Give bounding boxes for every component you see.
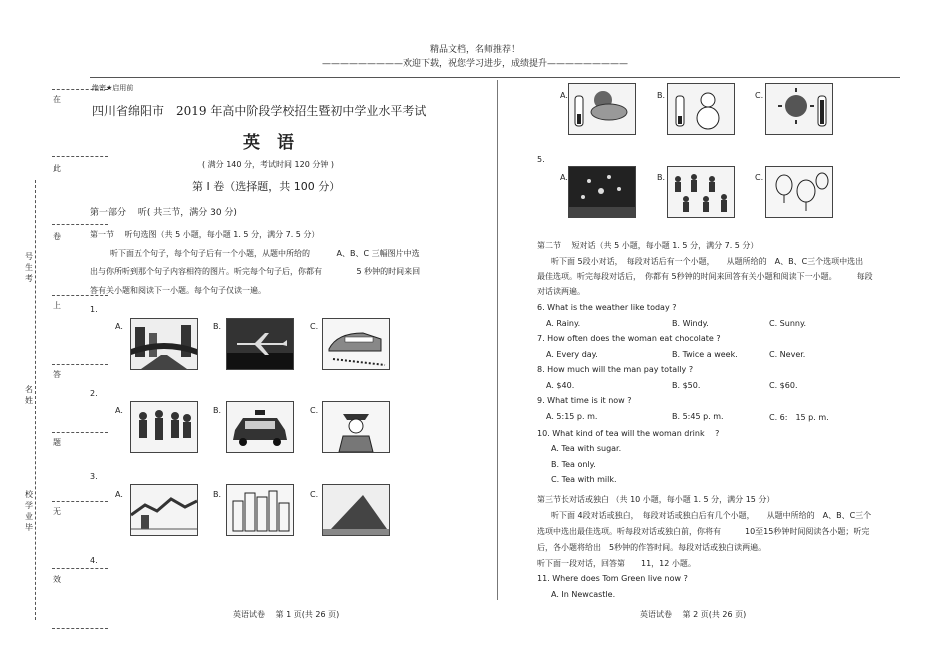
header-rule <box>90 77 900 78</box>
field-char: 生 <box>25 263 33 272</box>
answer-option[interactable]: A. 5:15 p. m. <box>546 412 598 421</box>
picture-fireworks[interactable] <box>568 166 636 218</box>
margin-word: 此 <box>53 164 61 173</box>
option-label: C. <box>755 91 764 100</box>
option-label: A. <box>560 173 568 182</box>
section-3-head: 第三节长对话或独白 （共 10 小题，每小题 1. 5 分，满分 15 分） <box>537 495 775 504</box>
banner-line-1: 精品文档，名师推荐！ <box>429 45 520 55</box>
binding-line <box>35 180 37 620</box>
section-2-instr: 听下面 5段小对话， 每段对话后有一个小题， 从题所给的 A、B、C三个选项中选出 <box>551 257 864 266</box>
section-3-instr: 选项中选出最佳选项。听每段对话或独白前，你将有 10至15秒钟时间阅读各小题；听完 <box>537 527 870 536</box>
option-label: A. <box>115 322 123 331</box>
page-footer: 英语试卷 第 1 页(共 26 页) <box>233 610 340 619</box>
option-label: B. <box>657 91 666 100</box>
question-text: 11. Where does Tom Green live now ? <box>537 574 688 583</box>
question-number: 1. <box>90 305 98 314</box>
margin-rule <box>52 501 108 502</box>
answer-option[interactable]: A. Rainy. <box>546 319 581 328</box>
answer-option[interactable]: B. Twice a week. <box>672 350 738 359</box>
margin-rule <box>52 224 108 225</box>
field-char: 名 <box>25 385 33 394</box>
picture-city-overpass[interactable] <box>130 318 198 370</box>
option-label: A. <box>115 490 123 499</box>
picture-lanterns[interactable] <box>765 166 833 218</box>
question-text: 9. What time is it now ? <box>537 396 632 405</box>
option-label: B. <box>213 406 222 415</box>
picture-people-group[interactable] <box>130 401 198 453</box>
picture-snowman[interactable] <box>667 83 735 135</box>
field-char: 姓 <box>25 396 33 405</box>
answer-option[interactable]: B. Windy. <box>672 319 709 328</box>
answer-option[interactable]: C. Sunny. <box>769 319 807 328</box>
answer-option[interactable]: C. 6: 15 p. m. <box>769 413 829 422</box>
answer-option[interactable]: A. $40. <box>546 381 575 390</box>
field-char: 业 <box>25 512 33 521</box>
question-number: 2. <box>90 389 98 398</box>
answer-option[interactable]: A. In Newcastle. <box>551 590 616 599</box>
question-text: 6. What is the weather like today ? <box>537 303 677 312</box>
option-label: B. <box>213 322 222 331</box>
volume-title: 第 I 卷（选择题，共 100 分） <box>192 180 341 193</box>
margin-rule <box>52 628 108 629</box>
margin-word: 上 <box>53 301 61 310</box>
answer-option[interactable]: A. Tea with sugar. <box>551 444 622 453</box>
picture-great-wall[interactable] <box>130 484 198 536</box>
margin-word: 题 <box>53 438 61 447</box>
margin-rule <box>52 432 108 433</box>
answer-option[interactable]: A. Every day. <box>546 350 598 359</box>
section-1-instr: 出与你所听到那个句子内容相符的图片。听完每个句子后，你都有 5 秒钟的时间来回 <box>90 267 421 276</box>
picture-taxi[interactable] <box>226 401 294 453</box>
picture-sunny-hot-weather[interactable] <box>765 83 833 135</box>
option-label: B. <box>213 490 222 499</box>
question-text: 8. How much will the man pay totally ? <box>537 365 694 374</box>
answer-option[interactable]: C. Tea with milk. <box>551 475 617 484</box>
question-number: 4. <box>90 556 98 565</box>
margin-rule <box>52 156 108 157</box>
option-label: A. <box>115 406 123 415</box>
option-label: A. <box>560 91 568 100</box>
field-char: 毕 <box>25 523 33 532</box>
option-label: B. <box>657 173 666 182</box>
margin-word: 答 <box>53 370 61 379</box>
section-1-instr: 听下面五个句子，每个句子后有一个小题，从题中所给的 A、B、C 三幅图片中选 <box>110 249 420 258</box>
answer-option[interactable]: B. Tea only. <box>551 460 596 469</box>
exam-title: 四川省绵阳市 2019 年高中阶段学校招生暨初中学业水平考试 <box>92 104 427 118</box>
option-label: C. <box>310 490 319 499</box>
option-label: C. <box>755 173 764 182</box>
question-text: 10. What kind of tea will the woman drink ? <box>537 429 720 438</box>
banner-line-2: —————————欢迎下载，祝您学习进步，成绩提升————————— <box>321 59 628 69</box>
section-3-instr: 听下面一段对话，回答第 11，12 小题。 <box>537 559 696 568</box>
section-2-head: 第二节 短对话（共 5 小题，每小题 1. 5 分，满分 7. 5 分） <box>537 241 759 250</box>
picture-airplane[interactable] <box>226 318 294 370</box>
part-1-title: 第一部分 听( 共三节，满分 30 分) <box>90 208 237 218</box>
section-2-instr: 最佳选项。听完每段对话后， 你都有 5秒钟的时间来回答有关小题和阅读下一小题。 每段 <box>537 272 873 281</box>
margin-word: 无 <box>53 507 61 516</box>
answer-option[interactable]: C. $60. <box>769 381 798 390</box>
score-time: ( 满分 140 分，考试时间 120 分钟 ) <box>202 160 335 169</box>
question-number: 3. <box>90 472 98 481</box>
margin-rule <box>52 364 108 365</box>
page-footer: 英语试卷 第 2 页(共 26 页) <box>640 610 747 619</box>
question-number: 5. <box>537 155 545 164</box>
page-divider <box>497 80 498 600</box>
question-text: 7. How often does the woman eat chocolate ? <box>537 334 721 343</box>
answer-option[interactable]: B. $50. <box>672 381 701 390</box>
section-2-instr: 对话读两遍。 <box>537 287 585 296</box>
section-1-head: 第一节 听句选图（共 5 小题，每小题 1. 5 分，满分 7. 5 分） <box>90 230 320 239</box>
picture-party-people[interactable] <box>667 166 735 218</box>
option-label: C. <box>310 406 319 415</box>
field-char: 号 <box>25 252 33 261</box>
secret-label: 绝密★启用前 <box>92 84 134 92</box>
margin-word: 效 <box>53 575 61 584</box>
picture-police-officer[interactable] <box>322 401 390 453</box>
section-3-instr: 听下面 4段对话或独白， 每段对话或独白后有几个小题， 从题中所给的 A、B、C三个 <box>551 511 872 520</box>
margin-rule <box>52 568 108 569</box>
picture-pyramid[interactable] <box>322 484 390 536</box>
picture-city-buildings[interactable] <box>226 484 294 536</box>
option-label: C. <box>310 322 319 331</box>
field-char: 校 <box>25 490 33 499</box>
field-char: 学 <box>25 501 33 510</box>
picture-cloudy-cold-weather[interactable] <box>568 83 636 135</box>
section-1-instr: 答有关小题和阅读下一小题。每个句子仅读一遍。 <box>90 286 266 295</box>
margin-word: 卷 <box>53 232 61 241</box>
subject-title: 英 语 <box>243 133 294 153</box>
answer-option[interactable]: B. 5:45 p. m. <box>672 412 724 421</box>
answer-option[interactable]: C. Never. <box>769 350 806 359</box>
margin-word: 在 <box>53 95 61 104</box>
section-3-instr: 后，各小题将给出 5秒钟的作答时间。每段对话或独白读两遍。 <box>537 543 767 552</box>
field-char: 考 <box>25 274 33 283</box>
picture-train[interactable] <box>322 318 390 370</box>
